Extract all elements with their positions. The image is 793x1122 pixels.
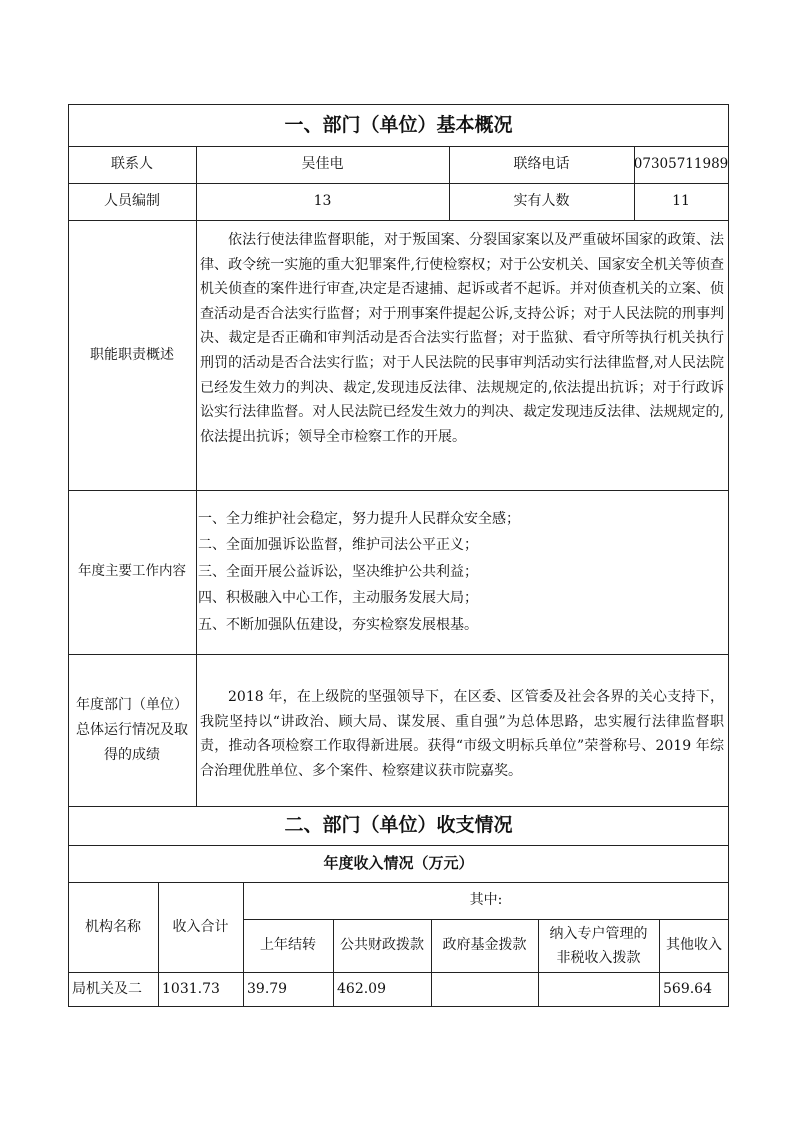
among-header: 其中:	[469, 892, 503, 909]
column-header: 公共财政拨款	[340, 937, 424, 954]
rule	[68, 1006, 729, 1007]
section-title-income-expense: 二、部门（单位）收支情况	[284, 814, 513, 837]
table-cell: 462.09	[337, 980, 386, 997]
table-cell-org: 局机关及二	[72, 980, 142, 997]
income-total-header: 收入合计	[172, 918, 229, 935]
actual-staff-value: 11	[672, 193, 690, 210]
list-item: 二、全面加强诉讼监督，维护司法公平正义；	[198, 537, 478, 554]
list-item: 一、全力维护社会稳定，努力提升人民群众安全感；	[198, 511, 520, 527]
table-cell-total: 1031.73	[162, 980, 220, 997]
org-name-header: 机构名称	[85, 918, 141, 935]
column-header: 政府基金拨款	[442, 937, 527, 954]
table-cell: 569.64	[663, 980, 712, 997]
annual-work-list	[198, 506, 726, 638]
contact-value: 吴佳电	[301, 156, 344, 173]
table-cell	[431, 972, 538, 1006]
performance-label-line: 总体运行情况及取	[76, 721, 188, 738]
list-item: 五、不断加强队伍建设，夯实检察发展根基。	[198, 616, 478, 633]
performance-label	[68, 654, 196, 806]
performance-label-line: 年度部门（单位）	[76, 696, 188, 713]
duties-label: 职能职责概述	[90, 346, 174, 363]
rule	[196, 146, 197, 806]
section-title-basic: 一、部门（单位）基本概况	[284, 113, 513, 136]
duties-text: 依法行使法律监督职能，对于叛国案、分裂国家案以及严重破坏国家的政策、法律、政令统一实施的重大犯罪案件,行使检察权；对于公安机关、国家安全机关等侦查机关侦查的案件进行审查,决定是否逮捕、起诉或者不起诉。并对侦查机关的立案、侦查活动是否合法实行监督；对于刑事案件提起公诉,支持公诉；对于人民法院的刑事判决、裁定是否正确和审判活动是否合法实行监督；对于监狱、看守所等执行机关执行刑罚的活动是否合法实行监；对于人民法院的民事审判活动实行法律监督,对人民法院已经发生效力的判决、裁定,发现违反法律、法规规定的,依法提出抗诉；对于行政诉讼实行法律监督。对人民法院已经发生效力的判决、裁定发现违反法律、法规规定的,依法提出抗诉；领导全市检察工作的开展。	[200, 232, 724, 445]
actual-staff-label: 实有人数	[513, 193, 570, 210]
column-header: 纳入专户管理的非税收入拨款	[549, 925, 648, 966]
table-cell	[538, 972, 659, 1006]
income-table-title: 年度收入情况（万元）	[323, 853, 474, 872]
contact-label: 联系人	[111, 156, 153, 173]
performance-text: 2018 年，在上级院的坚强领导下，在区委、区管委及社会各界的关心支持下，我院坚持以“讲政治、顾大局、谋发展、重自强”为总体思路，忠实履行法律监督职责，推动各项检察工作取得新进展。获得“市级文明标兵单位”荣誉称号、2019 年综合治理优胜单位、多个案件、检察建议获市院嘉奖。	[200, 689, 724, 779]
phone-label: 联络电话	[513, 156, 570, 173]
phone-value: 07305711989	[633, 155, 729, 172]
staff-quota-label: 人员编制	[104, 193, 160, 210]
performance-label-line: 得的成绩	[104, 746, 160, 763]
annual-work-label: 年度主要工作内容	[78, 563, 186, 580]
list-item: 三、全面开展公益诉讼，坚决维护公共利益；	[198, 563, 478, 580]
column-header: 上年结转	[260, 937, 316, 954]
column-header: 其他收入	[666, 937, 722, 954]
staff-quota-value: 13	[313, 193, 332, 210]
table-cell: 39.79	[247, 980, 288, 997]
list-item: 四、积极融入中心工作，主动服务发展大局；	[198, 590, 478, 607]
